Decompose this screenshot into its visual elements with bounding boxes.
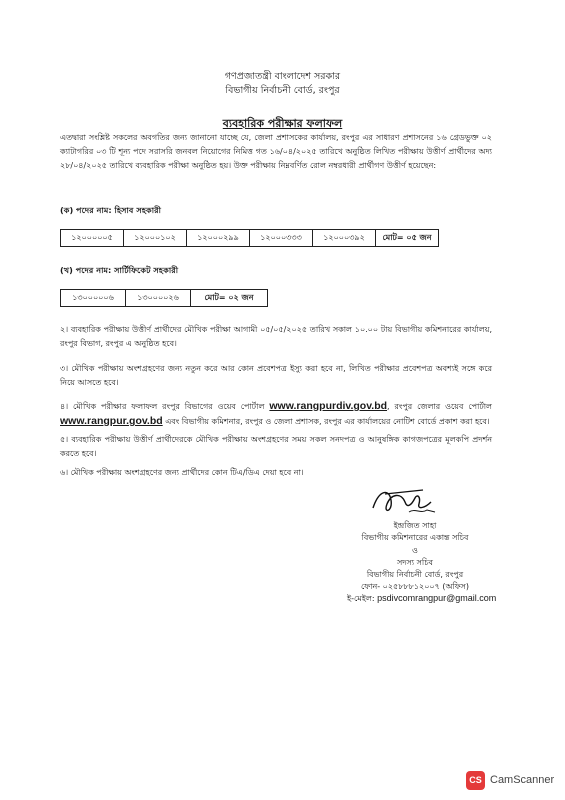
note-5-certificates: ৫। ব্যবহারিক পরীক্ষায় উত্তীর্ণ প্রার্থীদেরকে মৌখিক পরীক্ষায় অংশগ্রহণের সময় সকল সনদপত্র ও আনুষঙ্গিক কাগজপত্রের মূলকপি প্রদর্শন করতে হবে। — [60, 435, 492, 458]
roll-cell: ১৩০০০০০৬ — [61, 290, 126, 307]
signatory-conjunction: ও — [412, 546, 418, 555]
email-address: psdivcomrangpur@gmail.com — [377, 593, 497, 603]
division-portal-link[interactable]: www.rangpurdiv.gov.bd — [269, 400, 388, 412]
section-accounts-assistant-label: (ক) পদের নাম: হিসাব সহকারী — [60, 205, 161, 215]
intro-paragraph: এতদ্বারা সংশ্লিষ্ট সকলের অবগতির জন্য জানানো যাচ্ছে যে, জেলা প্রশাসকের কার্যালয়, রংপুর এর সাধারণ প্রশাসনের ১৬ গ্রেডভুক্ত ০২ ক্যাটাগরির ০৩ টি শূন্য পদে সরাসরি জনবল নিয়োগের নিমিত্ত গত ১৬/০৪/২০২৫ তারিখে অনুষ্ঠিত লিখিত পরীক্ষায় উত্তীর্ণ প্রার্থীদের অদ্য ২৮/০৪/২০২৫ তারিখে ব্যবহারিক পরীক্ষা অনুষ্ঠিত হয়। উক্ত পরীক্ষায় নিম্নবর্ণিত রোল নম্বরধারী প্রার্থীগণ উত্তীর্ণ হয়েছেন: — [60, 133, 492, 170]
roll-cell: ১২০০০২৯৯ — [187, 230, 250, 247]
note-6-no-ta-da: ৬। মৌখিক পরীক্ষায় অংশগ্রহণের জন্য প্রার্থীদের কোন টিএ/ডিএ দেয়া হবে না। — [60, 468, 304, 477]
signatory-email: ই-মেইল: psdivcomrangpur@gmail.com — [347, 593, 497, 603]
roll-cell: ১২০০০১০২ — [124, 230, 187, 247]
roll-cell: ১৩০০০০২৬ — [126, 290, 191, 307]
roll-cell: ১২০০০০০৫ — [61, 230, 124, 247]
district-portal-link[interactable]: www.rangpur.gov.bd — [60, 415, 163, 427]
total-cell: মোট= ০২ জন — [191, 290, 268, 307]
roll-table-accounts-assistant — [60, 229, 439, 247]
signatory-role: সদস্য সচিব — [397, 558, 433, 567]
handwritten-signature-icon — [365, 482, 445, 522]
note-4-result-publication: ৪। মৌখিক পরীক্ষার ফলাফল রংপুর বিভাগের ওয়েব পোর্টাল www.rangpurdiv.gov.bd, রংপুর জেলার ওয়েব পোর্টাল www.rangpur.gov.bd এবং বিভাগীয় কমিশনার, রংপুর ও জেলা প্রশাসক, রংপুর এর কার্যালয়ের নোটিশ বোর্ডে প্রকাশ করা হবে। — [60, 400, 492, 427]
header-board: বিভাগীয় নির্বাচনী বোর্ড, রংপুর — [225, 85, 340, 96]
camscanner-text: CamScanner — [490, 774, 555, 786]
signatory-board: বিভাগীয় নির্বাচনী বোর্ড, রংপুর — [366, 570, 464, 579]
roll-table-certificate-assistant — [60, 289, 268, 307]
section-certificate-assistant-label: (খ) পদের নাম: সার্টিফিকেট সহকারী — [60, 265, 179, 275]
camscanner-watermark — [466, 770, 554, 790]
total-cell: মোট= ০৫ জন — [376, 230, 439, 247]
signatory-name: ইন্দ্রজিত সাহা — [393, 521, 437, 530]
header-government: গণপ্রজাতন্ত্রী বাংলাদেশ সরকার — [224, 71, 341, 82]
note-2-viva-schedule: ২। ব্যবহারিক পরীক্ষায় উত্তীর্ণ প্রার্থীদের মৌখিক পরীক্ষা আগামী ০৫/০৫/২০২৫ তারিখ সকাল ১০.০০ টায় বিভাগীয় কমিশনারের কার্যালয়, রংপুর বিভাগ, রংপুর এ অনুষ্ঠিত হবে। — [60, 325, 492, 348]
signatory-designation: বিভাগীয় কমিশনারের একান্ত সচিব — [361, 533, 469, 542]
roll-cell: ১২০০০৩৯২ — [313, 230, 376, 247]
signatory-phone: ফোন- ০২৫৮৮৮১২০০৭ (অফিস) — [361, 582, 469, 591]
roll-cell: ১২০০০৩৩৩ — [250, 230, 313, 247]
note-3-admit-card: ৩। মৌখিক পরীক্ষায় অংশগ্রহণের জন্য নতুন করে আর কোন প্রবেশপত্র ইস্যু করা হবে না, লিখিত পরীক্ষার প্রবেশপত্র অবশ্যই সঙ্গে করে নিয়ে আসতে হবে। — [60, 364, 492, 387]
camscanner-logo-icon: CS — [466, 771, 485, 790]
document-title: ব্যবহারিক পরীক্ষার ফলাফল — [222, 117, 343, 130]
